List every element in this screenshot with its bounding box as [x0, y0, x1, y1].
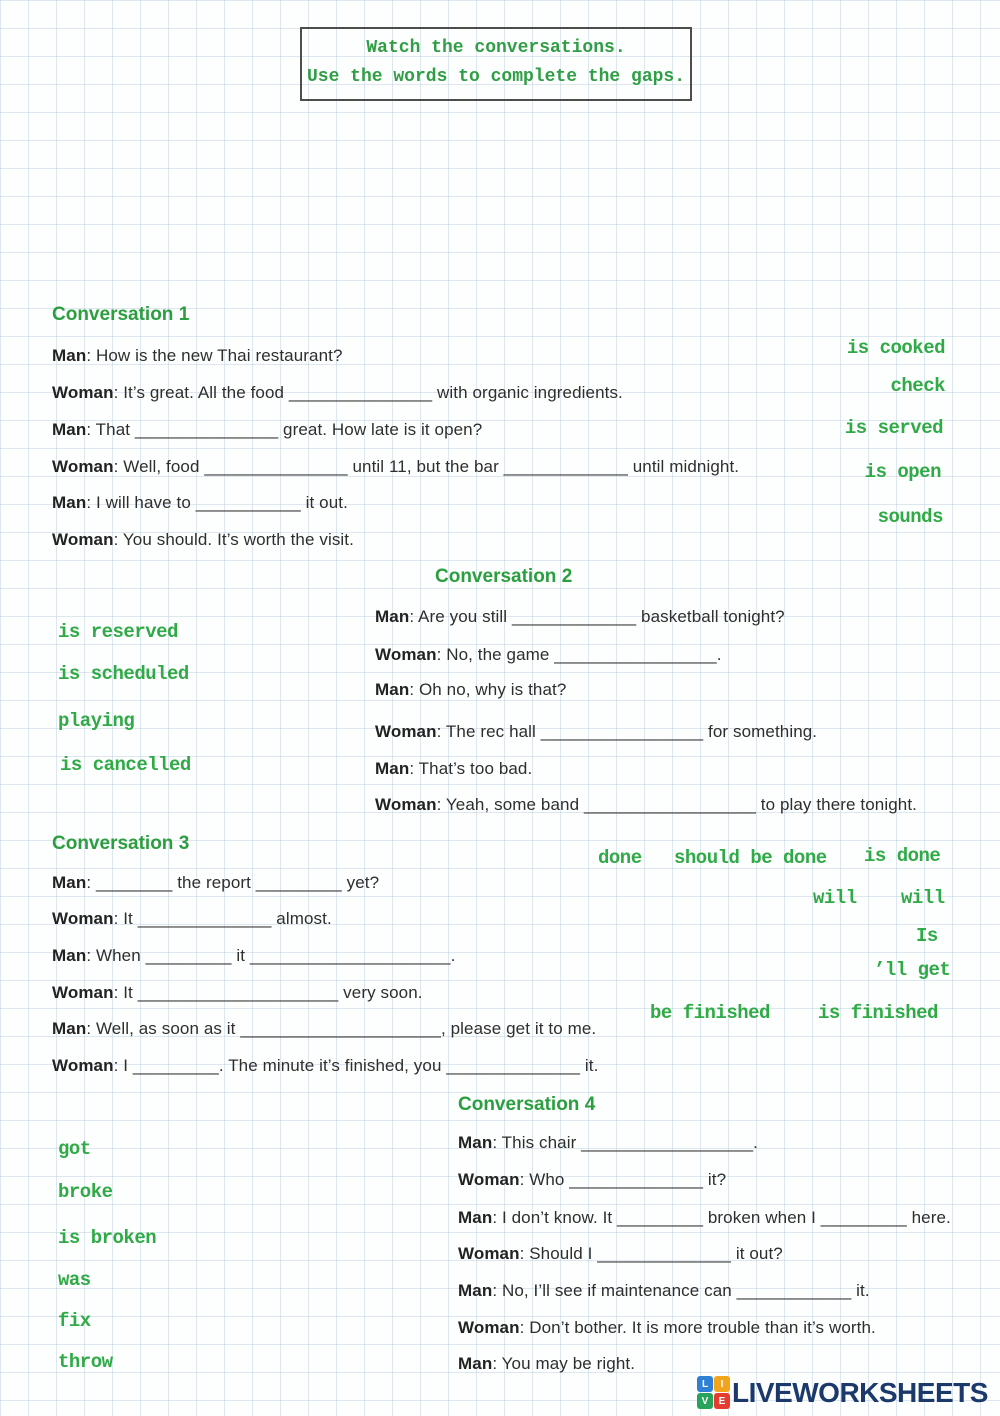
dialogue-line — [52, 1056, 598, 1076]
word-bank-word[interactable]: is cooked — [846, 337, 945, 359]
logo-letter-e: E — [714, 1393, 730, 1409]
logo-brand-text: LIVEWORKSHEETS — [732, 1376, 988, 1408]
dialogue-line — [52, 420, 482, 440]
dialogue-text: : You may be right. — [492, 1354, 636, 1373]
speaker-label: Man — [52, 420, 87, 439]
speaker-label: Woman — [375, 722, 437, 741]
word-bank-word[interactable]: be finished — [650, 1002, 770, 1024]
dialogue-line — [52, 457, 739, 477]
dialogue-line — [375, 722, 817, 742]
dialogue-line — [458, 1170, 726, 1190]
dialogue-line — [52, 346, 343, 366]
dialogue-line — [458, 1244, 783, 1264]
word-bank-word[interactable]: is cancelled — [60, 754, 191, 776]
word-bank-word[interactable]: will — [901, 887, 945, 909]
word-bank-word[interactable]: will — [813, 887, 857, 909]
dialogue-text: : Are you still _____________ basketball tonight? — [409, 607, 785, 626]
speaker-label: Man — [458, 1281, 493, 1300]
speaker-label: Woman — [375, 645, 437, 664]
dialogue-line — [458, 1318, 876, 1338]
dialogue-text: : Don’t bother. It is more trouble than it’s worth. — [519, 1318, 876, 1337]
instructions-line-2: Use the words to complete the gaps. — [306, 67, 686, 87]
word-bank-word[interactable]: done — [598, 847, 642, 869]
dialogue-line — [52, 1019, 596, 1039]
dialogue-line — [375, 680, 566, 700]
conversation-4-title: Conversation 4 — [458, 1094, 596, 1115]
dialogue-line — [375, 795, 917, 815]
logo-letter-v: V — [697, 1393, 713, 1409]
dialogue-text: : It _____________________ very soon. — [113, 983, 423, 1002]
word-bank-word[interactable]: Is — [916, 925, 938, 947]
dialogue-text: : Well, food _______________ until 11, but the bar _____________ until midnight. — [113, 457, 740, 476]
instructions-line-1: Watch the conversations. — [366, 38, 626, 58]
speaker-label: Woman — [52, 983, 114, 1002]
word-bank-word[interactable]: fix — [58, 1310, 91, 1332]
speaker-label: Man — [52, 346, 87, 365]
word-bank-word[interactable]: is finished — [818, 1002, 938, 1024]
word-bank-word[interactable]: ’ll get — [874, 959, 951, 981]
speaker-label: Man — [52, 946, 87, 965]
word-bank-word[interactable]: throw — [58, 1351, 113, 1373]
dialogue-text: : Well, as soon as it _____________________, please get it to me. — [86, 1019, 597, 1038]
word-bank-word[interactable]: check — [890, 375, 945, 397]
word-bank-word[interactable]: is served — [844, 417, 943, 439]
logo-letter-l: L — [697, 1376, 713, 1392]
speaker-label: Man — [52, 873, 87, 892]
word-bank-word[interactable]: was — [58, 1269, 91, 1291]
dialogue-line — [375, 645, 722, 665]
speaker-label: Man — [52, 493, 87, 512]
word-bank-word[interactable]: is open — [864, 461, 941, 483]
dialogue-text: : It ______________ almost. — [113, 909, 332, 928]
dialogue-line — [458, 1208, 951, 1228]
conversation-1-title: Conversation 1 — [52, 304, 190, 325]
speaker-label: Man — [458, 1354, 493, 1373]
dialogue-text: : It’s great. All the food _______________ with organic ingredients. — [113, 383, 623, 402]
dialogue-line — [375, 607, 785, 627]
liveworksheets-logo-icon — [697, 1376, 730, 1409]
dialogue-line — [52, 873, 379, 893]
dialogue-text: : When _________ it _____________________. — [86, 946, 456, 965]
speaker-label: Woman — [458, 1318, 520, 1337]
dialogue-line — [52, 909, 332, 929]
dialogue-line — [458, 1281, 870, 1301]
conversation-2-title: Conversation 2 — [435, 566, 573, 587]
dialogue-text: : That’s too bad. — [409, 759, 533, 778]
dialogue-line — [458, 1354, 635, 1374]
dialogue-text: : Yeah, some band __________________ to play there tonight. — [436, 795, 917, 814]
word-bank-word[interactable]: is scheduled — [58, 663, 189, 685]
dialogue-line — [52, 946, 455, 966]
dialogue-text: : That _______________ great. How late is it open? — [86, 420, 483, 439]
word-bank-word[interactable]: sounds — [877, 506, 943, 528]
dialogue-text: : Who ______________ it? — [519, 1170, 727, 1189]
speaker-label: Man — [375, 607, 410, 626]
speaker-label: Woman — [52, 909, 114, 928]
conversation-3-title: Conversation 3 — [52, 833, 190, 854]
word-bank-word[interactable]: is done — [864, 845, 941, 867]
dialogue-text: : The rec hall _________________ for something. — [436, 722, 818, 741]
dialogue-text: : How is the new Thai restaurant? — [86, 346, 343, 365]
speaker-label: Woman — [375, 795, 437, 814]
dialogue-text: : No, I’ll see if maintenance can ____________ it. — [492, 1281, 870, 1300]
speaker-label: Woman — [458, 1170, 520, 1189]
logo-letter-i: I — [714, 1376, 730, 1392]
speaker-label: Man — [375, 759, 410, 778]
dialogue-line — [375, 759, 532, 779]
speaker-label: Woman — [52, 1056, 114, 1075]
speaker-label: Man — [375, 680, 410, 699]
word-bank-word[interactable]: should be done — [674, 847, 827, 869]
dialogue-text: : Oh no, why is that? — [409, 680, 567, 699]
speaker-label: Woman — [52, 383, 114, 402]
speaker-label: Man — [52, 1019, 87, 1038]
liveworksheets-logo[interactable] — [697, 1376, 988, 1409]
dialogue-line — [52, 383, 623, 403]
dialogue-text: : You should. It’s worth the visit. — [113, 530, 354, 549]
speaker-label: Woman — [52, 530, 114, 549]
dialogue-text: : I don’t know. It _________ broken when I _________ here. — [492, 1208, 951, 1227]
dialogue-text: : I _________. The minute it’s finished, you ______________ it. — [113, 1056, 599, 1075]
instructions-box — [300, 27, 692, 101]
dialogue-line — [52, 983, 423, 1003]
word-bank-word[interactable]: playing — [58, 710, 135, 732]
word-bank-word[interactable]: got — [58, 1138, 91, 1160]
dialogue-text: : Should I ______________ it out? — [519, 1244, 783, 1263]
dialogue-line — [52, 493, 348, 513]
speaker-label: Man — [458, 1208, 493, 1227]
word-bank-word[interactable]: is reserved — [58, 621, 178, 643]
speaker-label: Man — [458, 1133, 493, 1152]
dialogue-line — [458, 1133, 758, 1153]
speaker-label: Woman — [458, 1244, 520, 1263]
dialogue-text: : No, the game _________________. — [436, 645, 722, 664]
dialogue-text: : I will have to ___________ it out. — [86, 493, 348, 512]
word-bank-word[interactable]: is broken — [58, 1227, 157, 1249]
dialogue-text: : ________ the report _________ yet? — [86, 873, 380, 892]
dialogue-line — [52, 530, 354, 550]
speaker-label: Woman — [52, 457, 114, 476]
word-bank-word[interactable]: broke — [58, 1181, 113, 1203]
dialogue-text: : This chair __________________. — [492, 1133, 758, 1152]
